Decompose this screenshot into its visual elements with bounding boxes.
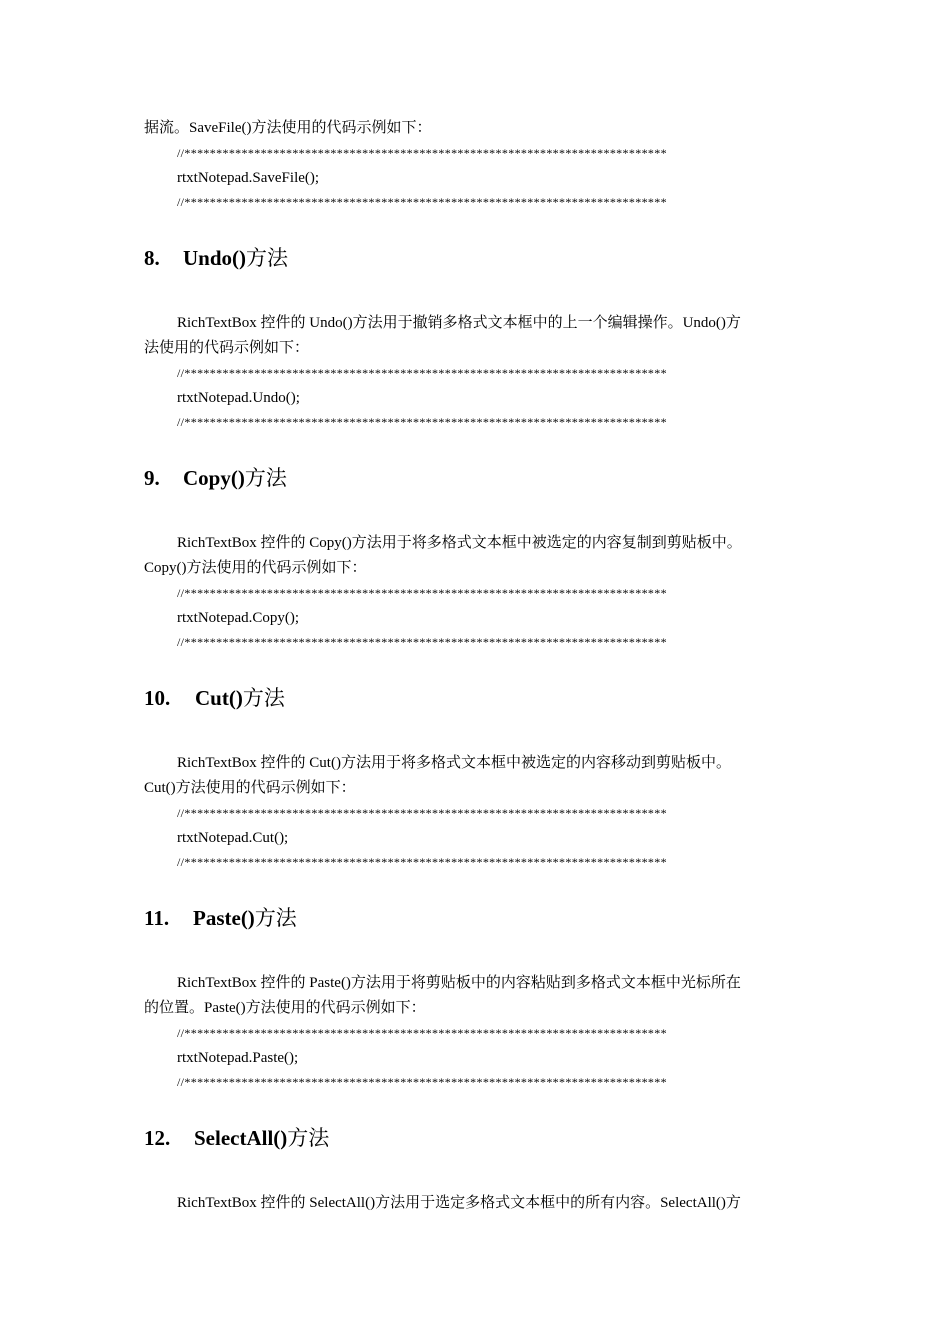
section-paragraph-line: Copy()方法使用的代码示例如下： [144, 560, 367, 576]
section-paragraph-line: Cut()方法使用的代码示例如下： [144, 780, 356, 796]
code-comment-separator: //**************************************************************************** [177, 1026, 667, 1040]
section-suffix: 方法 [244, 466, 287, 490]
code-comment-separator: //**************************************************************************** [177, 415, 667, 429]
section-paragraph-line: RichTextBox 控件的 Undo()方法用于撤销多格式文本框中的上一个编辑操作。Undo()方 [177, 315, 741, 331]
section-suffix: 方法 [287, 1126, 330, 1150]
code-comment-separator: //**************************************************************************** [177, 586, 667, 600]
intro-paragraph-line: 据流。SaveFile()方法使用的代码示例如下： [144, 120, 432, 136]
code-comment-separator: //**************************************************************************** [177, 806, 667, 820]
section-suffix: 方法 [246, 246, 289, 270]
code-line: rtxtNotepad.Copy(); [177, 610, 300, 626]
section-paragraph-line: 法使用的代码示例如下： [144, 340, 310, 356]
section-method-name: Paste() [193, 906, 255, 930]
code-line: rtxtNotepad.Undo(); [177, 390, 300, 406]
section-number: 9. [144, 466, 160, 490]
section-method-name: Cut() [195, 686, 243, 710]
code-comment-separator: //**************************************************************************** [177, 855, 667, 869]
section-method-name: Copy() [183, 466, 245, 490]
section-number: 12. [144, 1126, 171, 1150]
section-paragraph-line: RichTextBox 控件的 SelectAll()方法用于选定多格式文本框中的所有内容。SelectAll()方 [177, 1195, 741, 1211]
section-paragraph-line: RichTextBox 控件的 Copy()方法用于将多格式文本框中被选定的内容复制到剪贴板中。 [177, 535, 742, 551]
section-heading-paste [144, 904, 297, 932]
code-line: rtxtNotepad.SaveFile(); [177, 170, 320, 186]
section-method-name: SelectAll() [194, 1126, 288, 1150]
section-number: 11. [144, 906, 170, 930]
section-heading-selectall [144, 1124, 329, 1152]
code-line: rtxtNotepad.Paste(); [177, 1050, 299, 1066]
section-number: 10. [144, 686, 171, 710]
section-suffix: 方法 [242, 686, 285, 710]
section-heading-copy [144, 464, 287, 492]
section-paragraph-line: 的位置。Paste()方法使用的代码示例如下： [144, 1000, 426, 1016]
section-method-name: Undo() [183, 246, 247, 270]
code-comment-separator: //**************************************************************************** [177, 146, 667, 160]
code-comment-separator: //**************************************************************************** [177, 366, 667, 380]
code-line: rtxtNotepad.Cut(); [177, 830, 289, 846]
section-heading-undo [144, 244, 288, 272]
code-comment-separator: //**************************************************************************** [177, 195, 667, 209]
section-suffix: 方法 [254, 906, 297, 930]
section-number: 8. [144, 246, 160, 270]
section-paragraph-line: RichTextBox 控件的 Paste()方法用于将剪贴板中的内容粘贴到多格式文本框中光标所在 [177, 975, 741, 991]
section-heading-cut [144, 684, 285, 712]
code-comment-separator: //**************************************************************************** [177, 635, 667, 649]
section-paragraph-line: RichTextBox 控件的 Cut()方法用于将多格式文本框中被选定的内容移动到剪贴板中。 [177, 755, 731, 771]
code-comment-separator: //**************************************************************************** [177, 1075, 667, 1089]
